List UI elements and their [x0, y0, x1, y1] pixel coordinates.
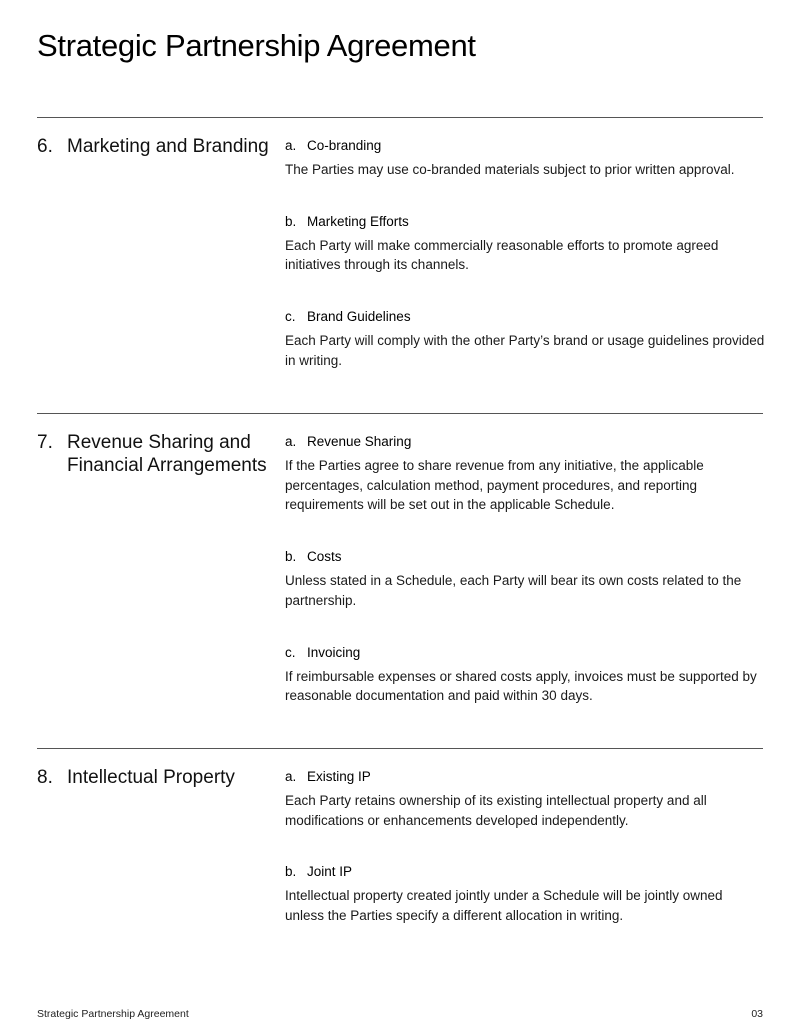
section-intellectual-property: [37, 748, 763, 924]
section-title: Revenue Sharing and Financial Arrangements: [67, 432, 267, 476]
clause-heading: [285, 644, 765, 661]
clause-joint-ip: [285, 863, 765, 925]
section-number: 8.: [37, 767, 53, 788]
section-heading: [37, 766, 277, 789]
clause-text: Each Party will comply with the other Party’s brand or usage guidelines provided in writing.: [285, 333, 765, 368]
clause-letter: c.: [285, 309, 296, 325]
clause-heading: [285, 768, 765, 785]
section-title: Marketing and Branding: [67, 136, 269, 157]
clause-heading: [285, 433, 765, 450]
clause-text: The Parties may use co-branded materials subject to prior written approval.: [285, 162, 735, 177]
clause-title: Revenue Sharing: [307, 434, 412, 449]
section-heading: [37, 135, 277, 158]
clause-text: Each Party will make commercially reasonable efforts to promote agreed initiatives through its channels.: [285, 237, 719, 273]
clause-text: If the Parties agree to share revenue from any initiative, the applicable percentages, calculation method, payment procedures, and reporting requirements will be set out in the applicable Schedule.: [285, 458, 704, 513]
document-title: Strategic Partnership Agreement: [37, 28, 476, 63]
clause-existing-ip: [285, 768, 765, 830]
clause-letter: c.: [285, 644, 296, 660]
clause-heading: [285, 863, 765, 880]
clause-letter: b.: [285, 213, 297, 229]
section-revenue-sharing: [37, 413, 763, 704]
clause-letter: b.: [285, 549, 297, 565]
clause-text: Unless stated in a Schedule, each Party will bear its own costs related to the partnership.: [285, 573, 742, 608]
clause-letter: a.: [285, 769, 297, 784]
clause-letter: a.: [285, 434, 297, 449]
clause-co-branding: [285, 137, 765, 180]
clause-list: [285, 433, 765, 739]
clause-letter: b.: [285, 864, 297, 880]
clause-title: Costs: [307, 549, 342, 565]
section-number: 7.: [37, 432, 53, 453]
clause-title: Marketing Efforts: [307, 213, 409, 229]
clause-list: [285, 137, 765, 404]
clause-title: Joint IP: [307, 864, 353, 880]
section-number: 6.: [37, 136, 53, 157]
clause-invoicing: [285, 644, 765, 706]
clause-list: [285, 768, 765, 959]
clause-heading: [285, 548, 765, 565]
clause-letter: a.: [285, 138, 297, 153]
clause-title: Invoicing: [307, 644, 361, 660]
clause-costs: [285, 548, 765, 610]
clause-revenue-sharing: [285, 433, 765, 515]
clause-text: If reimbursable expenses or shared costs apply, invoices must be supported by reasonable documentation and paid within 30 days.: [285, 668, 757, 704]
clause-brand-guidelines: [285, 308, 765, 370]
section-title: Intellectual Property: [67, 767, 235, 788]
clause-text: Intellectual property created jointly under a Schedule will be jointly owned unless the Parties specify a different allocation in writing.: [285, 888, 723, 924]
clause-title: Existing IP: [307, 769, 371, 784]
page-number: 03: [751, 1008, 763, 1020]
clause-title: Brand Guidelines: [307, 309, 411, 325]
clause-heading: [285, 137, 765, 154]
clause-marketing-efforts: [285, 213, 765, 275]
section-marketing-branding: [37, 117, 765, 368]
clause-heading: [285, 308, 765, 325]
clause-title: Co-branding: [307, 138, 382, 153]
section-heading: [37, 431, 277, 477]
clause-text: Each Party retains ownership of its existing intellectual property and all modifications or enhancements developed independently.: [285, 793, 707, 828]
clause-heading: [285, 213, 765, 230]
footer-document-title: Strategic Partnership Agreement: [37, 1008, 189, 1020]
